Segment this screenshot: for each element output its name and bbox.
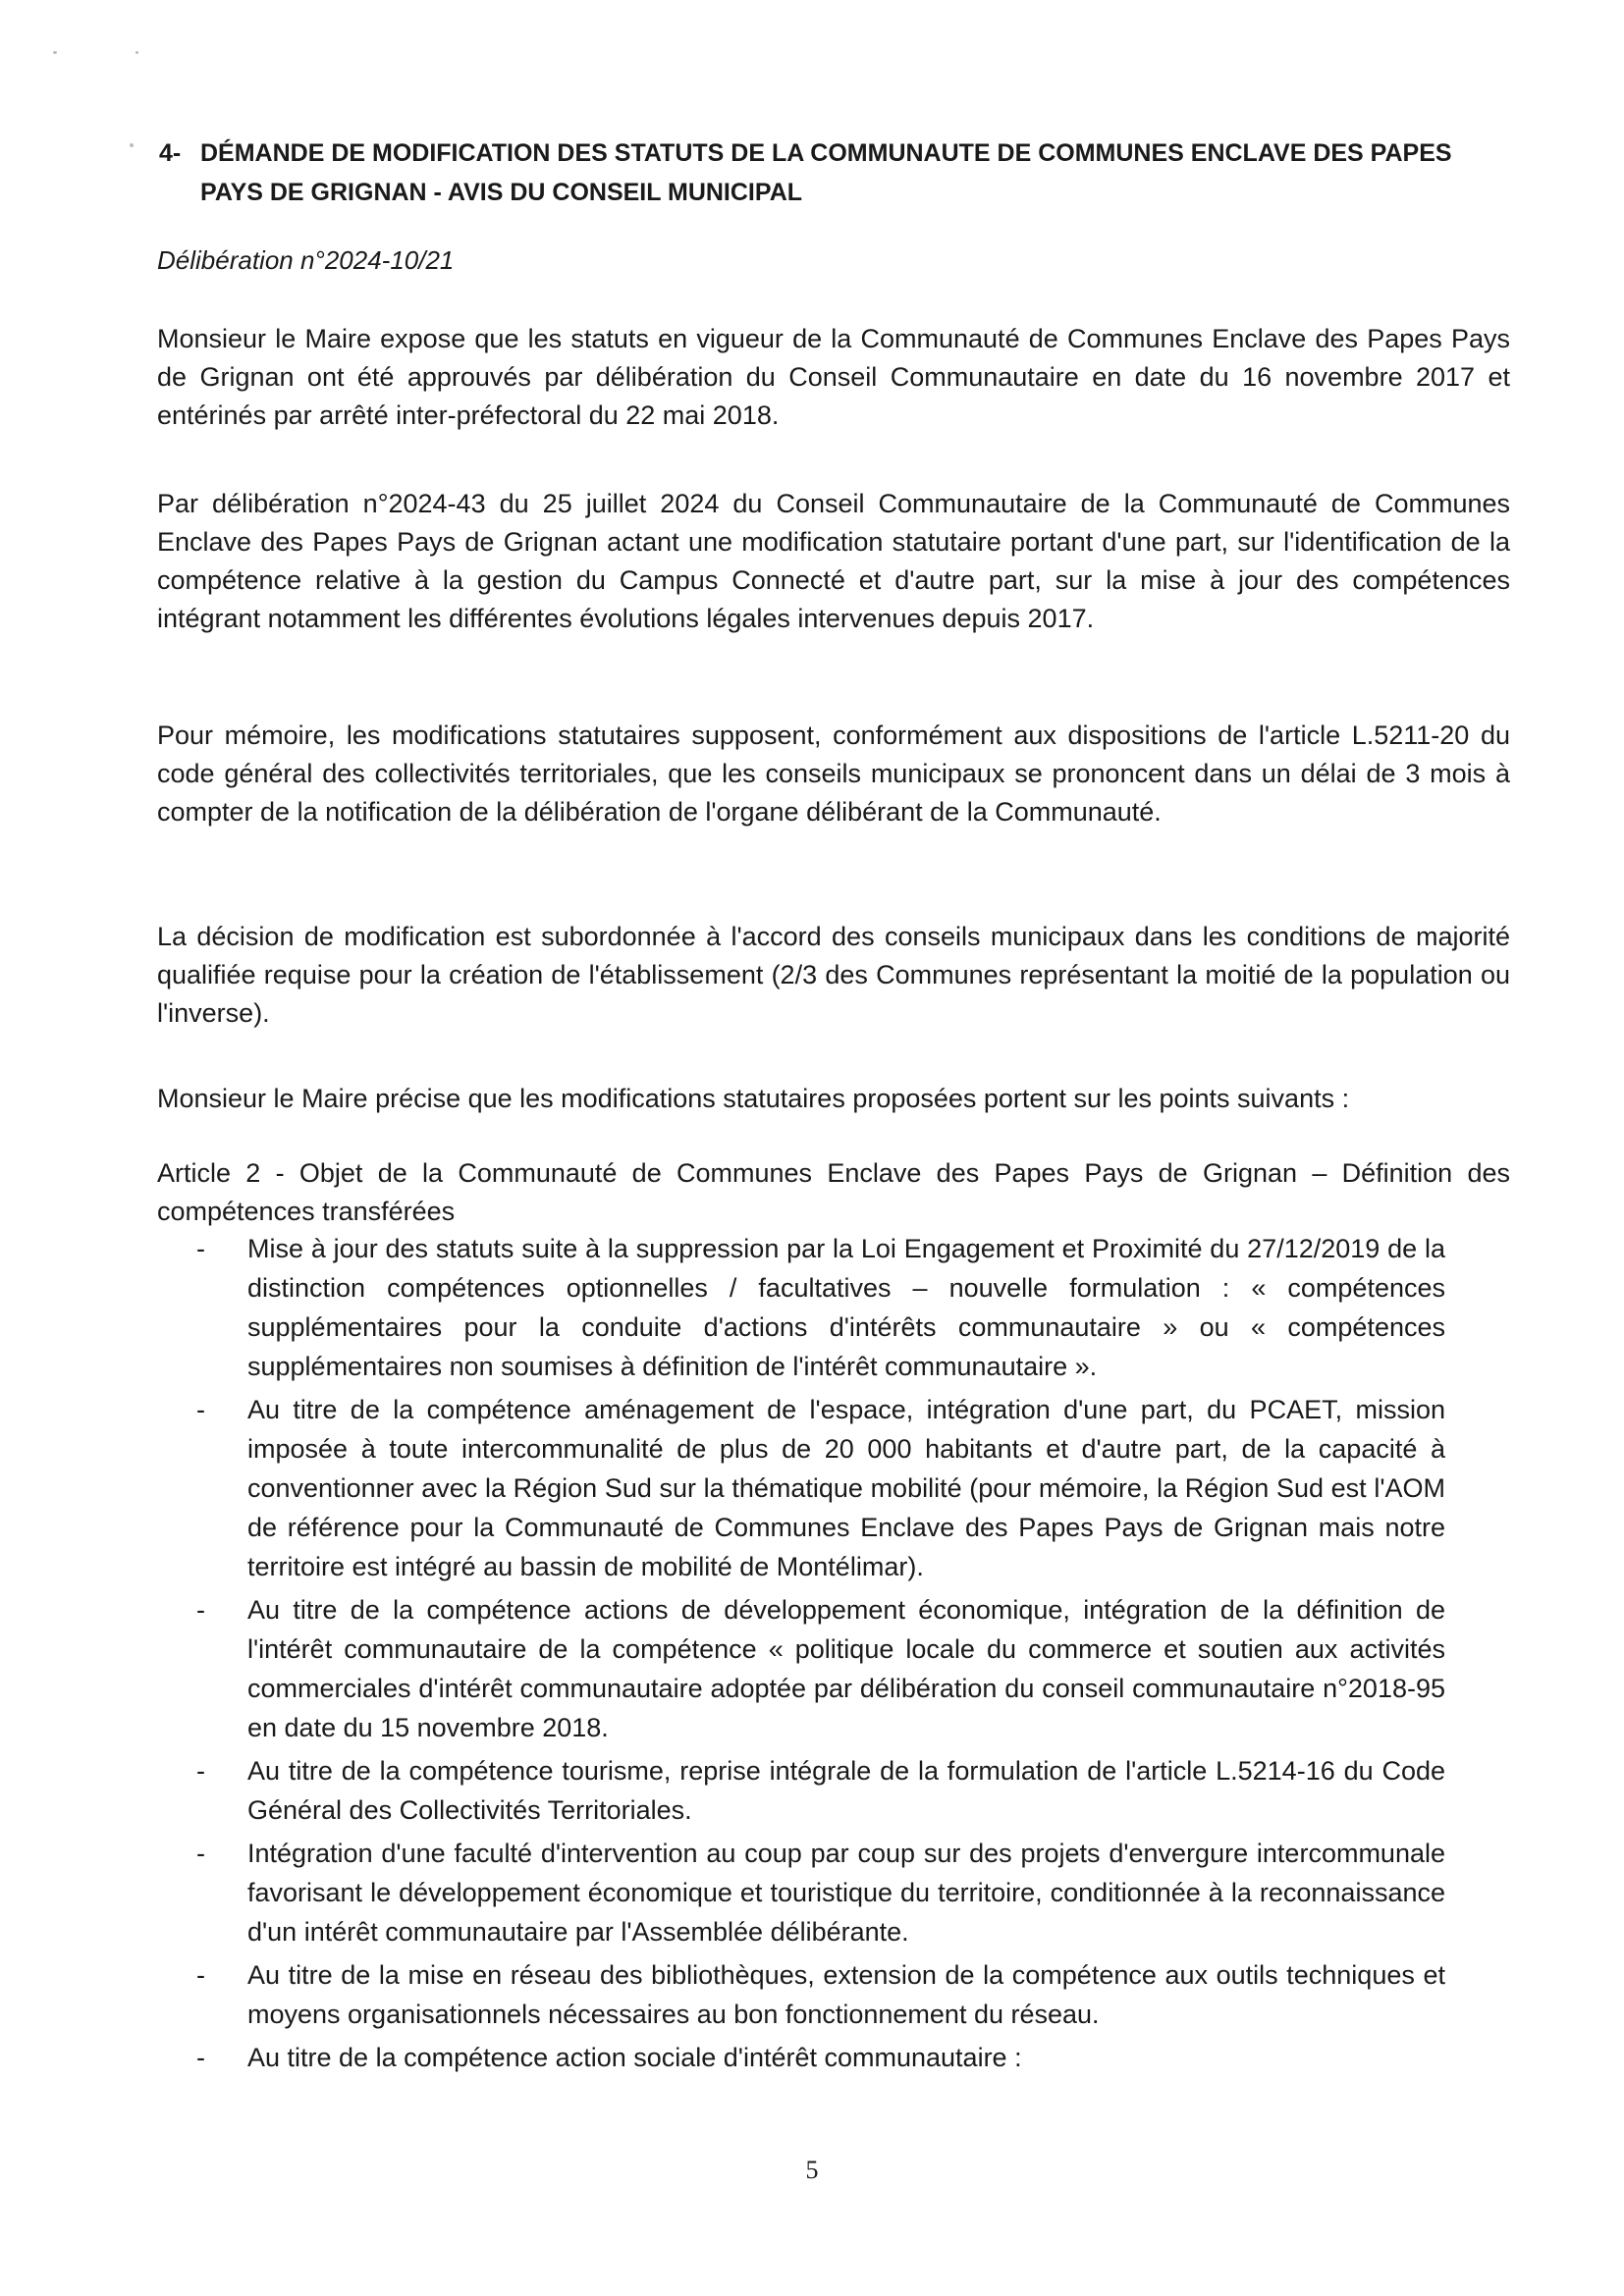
list-item <box>157 1751 1445 1830</box>
section-number: 4- <box>159 139 182 167</box>
list-item <box>157 2038 1445 2077</box>
paragraph: Monsieur le Maire expose que les statuts en vigueur de la Communauté de Communes Enclave des Papes Pays de Grignan ont été approuvés par délibération du Conseil Communautaire en date du 16 novembre 2017 et entérinés par arrêté inter-préfectoral du 22 mai 2018. <box>157 324 1510 430</box>
list-item-text: Au titre de la mise en réseau des bibliothèques, extension de la compétence aux outils techniques et moyens organisationnels nécessaires au bon fonctionnement du réseau. <box>247 1960 1445 2029</box>
section-heading <box>159 133 1494 212</box>
list-dash: - <box>196 2043 205 2072</box>
scan-speck <box>53 51 57 54</box>
list-item-text: Intégration d'une faculté d'intervention au coup par coup sur des projets d'envergure intercommunale favorisant le développement économique et touristique du territoire, conditionnée à la reconnaissance d'un intérêt communautaire par l'Assemblée délibérante. <box>247 1839 1445 1947</box>
section-title-line-1: DÉMANDE DE MODIFICATION DES STATUTS DE LA COMMUNAUTE DE COMMUNES ENCLAVE DES PAPES <box>200 139 1452 167</box>
list-item-text: Mise à jour des statuts suite à la suppression par la Loi Engagement et Proximité du 27/12/2019 de la distinction compétences optionnelles / facultatives – nouvelle formulation : « compétences supplémentaires pour la conduite d'actions d'intérêts communautaire » ou « compétences supplémentaires non soumises à définition de l'intérêt communautaire ». <box>247 1234 1445 1381</box>
paragraph: Pour mémoire, les modifications statutaires supposent, conformément aux dispositions de l'article L.5211-20 du code général des collectivités territoriales, que les conseils municipaux se prononcent dans un délai de 3 mois à compter de la notification de la délibération de l'organe délibérant de la Communauté. <box>157 721 1510 827</box>
deliberation-number: Délibération n°2024-10/21 <box>157 245 455 275</box>
list-item <box>157 1590 1445 1747</box>
list-item-text: Au titre de la compétence actions de développement économique, intégration de la définition de l'intérêt communautaire de la compétence « politique locale du commerce et soutien aux activités commerciales d'intérêt communautaire adoptée par délibération du conseil communautaire n°2018-95 en date du 15 novembre 2018. <box>247 1595 1445 1742</box>
list-dash: - <box>196 1756 205 1786</box>
paragraph: Monsieur le Maire précise que les modifications statutaires proposées portent sur les points suivants : <box>157 1084 1350 1113</box>
scan-speck <box>135 51 138 54</box>
scan-speck <box>130 143 134 147</box>
page-number: 5 <box>805 2156 819 2184</box>
list-item <box>157 1229 1445 1386</box>
list-dash: - <box>196 1395 205 1424</box>
list-dash: - <box>196 1234 205 1263</box>
section-title-line-2: PAYS DE GRIGNAN - AVIS DU CONSEIL MUNICIPAL <box>200 179 803 206</box>
list-item-text: Au titre de la compétence tourisme, reprise intégrale de la formulation de l'article L.5214-16 du Code Général des Collectivités Territoriales. <box>247 1756 1445 1825</box>
list-item <box>157 1955 1445 2034</box>
list-item-text: Au titre de la compétence aménagement de l'espace, intégration d'une part, du PCAET, mission imposée à toute intercommunalité de plus de 20 000 habitants et d'autre part, de la capacité à conventionner avec la Région Sud sur la thématique mobilité (pour mémoire, la Région Sud est l'AOM de référence pour la Communauté de Communes Enclave des Papes Pays de Grignan mais notre territoire est intégré au bassin de mobilité de Montélimar). <box>247 1395 1445 1581</box>
list-item-text: Au titre de la compétence action sociale d'intérêt communautaire : <box>247 2043 1022 2072</box>
list-item <box>157 1390 1445 1586</box>
list-dash: - <box>196 1960 205 1990</box>
list-item <box>157 1834 1445 1951</box>
modifications-list <box>157 1229 1510 2081</box>
paragraph: La décision de modification est subordonnée à l'accord des conseils municipaux dans les conditions de majorité qualifiée requise pour la création de l'établissement (2/3 des Communes représentant la moitié de la population ou l'inverse). <box>157 922 1510 1028</box>
paragraph: Par délibération n°2024-43 du 25 juillet 2024 du Conseil Communautaire de la Communauté de Communes Enclave des Papes Pays de Grignan actant une modification statutaire portant d'une part, sur l'identification de la compétence relative à la gestion du Campus Connecté et d'autre part, sur la mise à jour des compétences intégrant notamment les différentes évolutions légales intervenues depuis 2017. <box>157 489 1510 633</box>
list-dash: - <box>196 1839 205 1868</box>
list-dash: - <box>196 1595 205 1625</box>
article-heading: Article 2 - Objet de la Communauté de Communes Enclave des Papes Pays de Grignan – Définition des compétences transférées <box>157 1158 1510 1226</box>
